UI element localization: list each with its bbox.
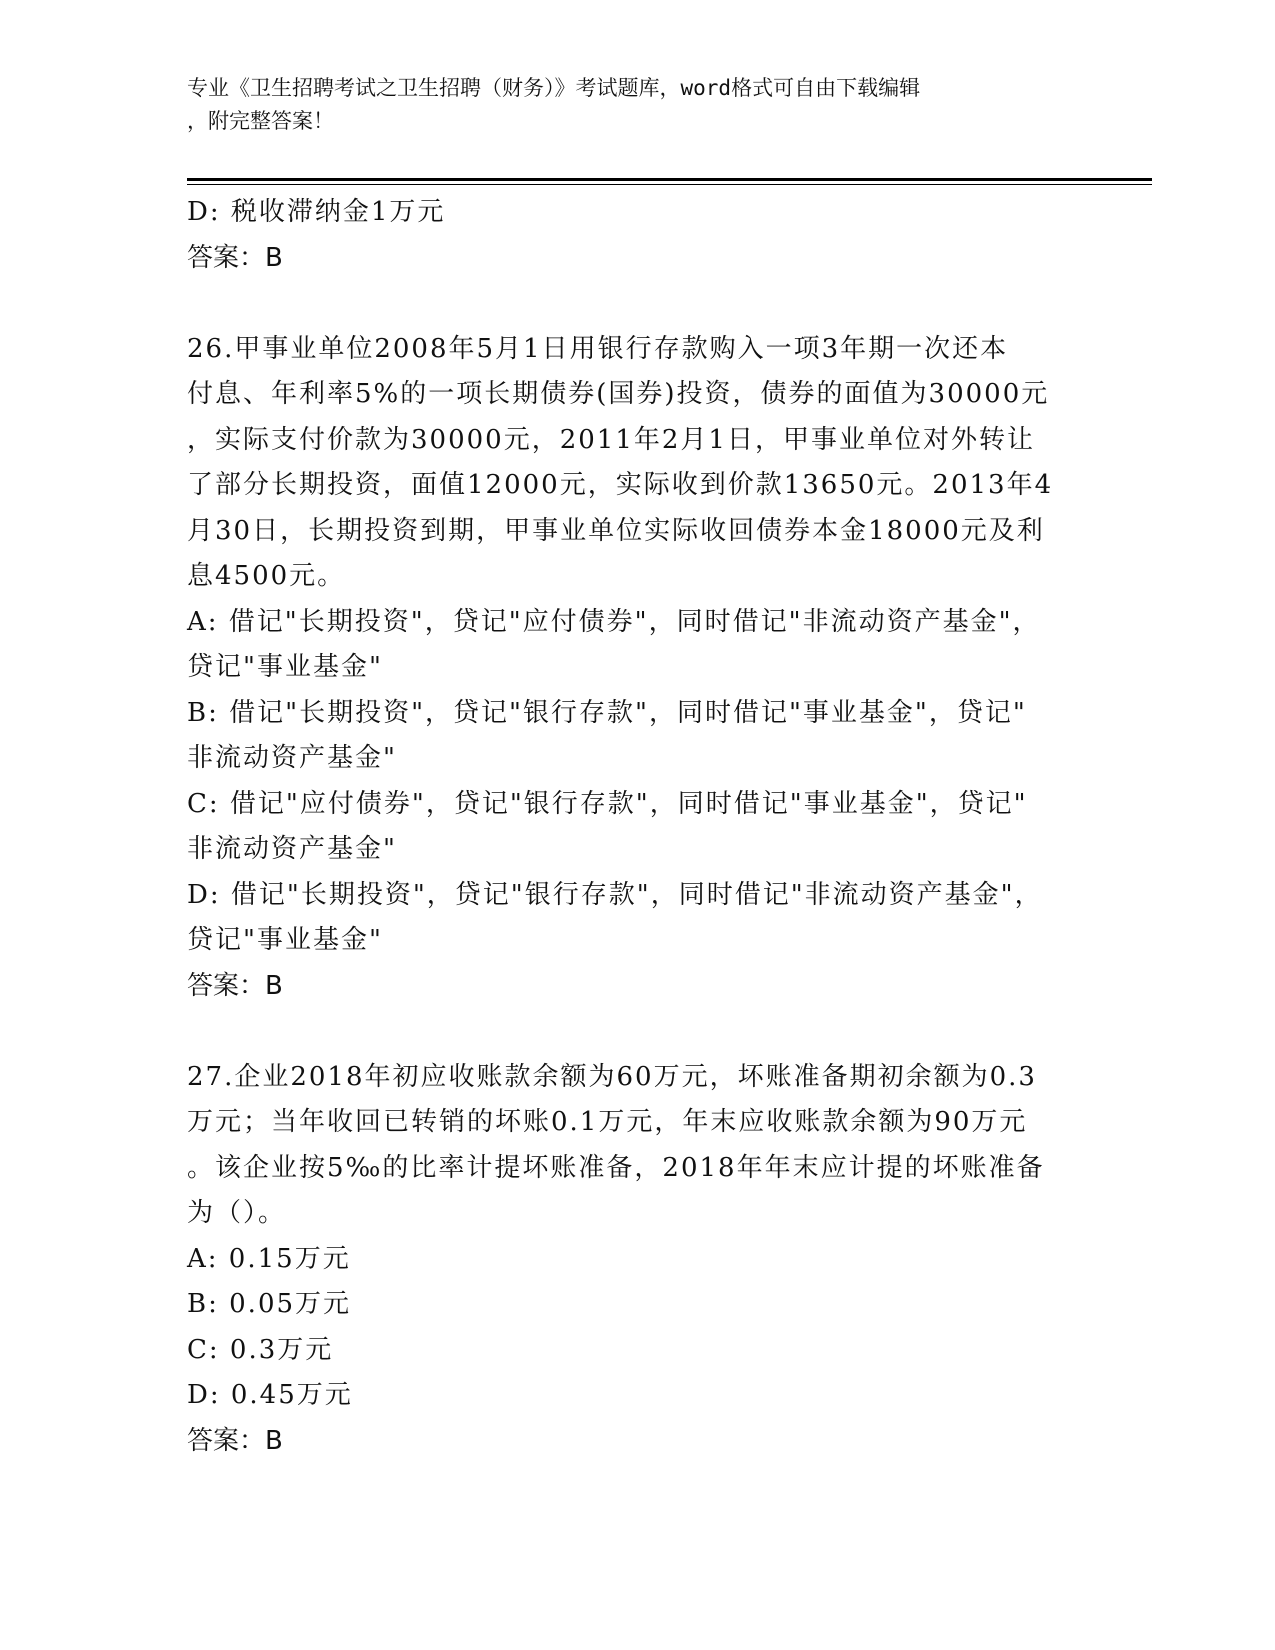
answer-line: 答案：B: [187, 1425, 283, 1456]
question-27: [187, 1055, 1077, 1465]
document-body: [187, 190, 1077, 1464]
option-c-continued: 非流动资产基金": [187, 834, 397, 864]
spacer: [187, 281, 1077, 327]
question-stem-line: ，实际支付价款为30000元，2011年2月1日，甲事业单位对外转让: [187, 424, 1035, 455]
option-d: D: 税收滞纳金1万元: [187, 197, 446, 227]
question-stem-line: 。该企业按5‰的比率计提坏账准备，2018年年末应计提的坏账准备: [187, 1152, 1045, 1183]
option-b-continued: 非流动资产基金": [187, 743, 397, 773]
question-stem-line: 了部分长期投资，面值12000元，实际收到价款13650元。2013年4: [187, 470, 1054, 500]
question-stem-line: 27.企业2018年初应收账款余额为60万元，坏账准备期初余额为0.3: [187, 1061, 1037, 1092]
header-divider-thin: [187, 184, 1152, 185]
question-stem-line: 万元；当年收回已转销的坏账0.1万元，年末应收账款余额为90万元: [187, 1107, 1028, 1137]
option-d: D: 0.45万元: [187, 1380, 353, 1410]
answer-line: 答案：B: [187, 242, 283, 273]
question-stem-line: 为（）。: [187, 1198, 287, 1228]
header-line-1: 专业《卫生招聘考试之卫生招聘（财务）》考试题库，word格式可自由下载编辑: [187, 76, 921, 100]
option-c: C: 0.3万元: [187, 1334, 334, 1365]
page-header: [187, 72, 1067, 138]
option-b: B: 借记"长期投资"，贷记"银行存款"，同时借记"事业基金"，贷记": [187, 697, 1027, 728]
answer-line: 答案：B: [187, 970, 283, 1001]
question-stem-line: 26.甲事业单位2008年5月1日用银行存款购入一项3年期一次还本: [187, 333, 1009, 364]
question-26: [187, 327, 1077, 1010]
option-a: A: 借记"长期投资"，贷记"应付债券"，同时借记"非流动资产基金"，: [187, 606, 1041, 637]
option-a: A: 0.15万元: [187, 1243, 351, 1274]
question-stem-line: 付息、年利率5%的一项长期债券(国券)投资，债券的面值为30000元: [187, 379, 1050, 409]
option-c: C: 借记"应付债券"，贷记"银行存款"，同时借记"事业基金"，贷记": [187, 788, 1028, 819]
option-a-continued: 贷记"事业基金": [187, 652, 383, 682]
option-b: B: 0.05万元: [187, 1289, 352, 1319]
option-d: D: 借记"长期投资"，贷记"银行存款"，同时借记"非流动资产基金"，: [187, 879, 1043, 910]
option-d-continued: 贷记"事业基金": [187, 925, 383, 955]
spacer: [187, 1009, 1077, 1055]
question-stem-line: 息4500元。: [187, 561, 346, 591]
previous-question-tail: [187, 190, 1077, 281]
header-line-2: ，附完整答案！: [187, 109, 334, 133]
question-stem-line: 月30日，长期投资到期，甲事业单位实际收回债券本金18000元及利: [187, 515, 1045, 546]
header-divider-thick: [187, 178, 1152, 181]
